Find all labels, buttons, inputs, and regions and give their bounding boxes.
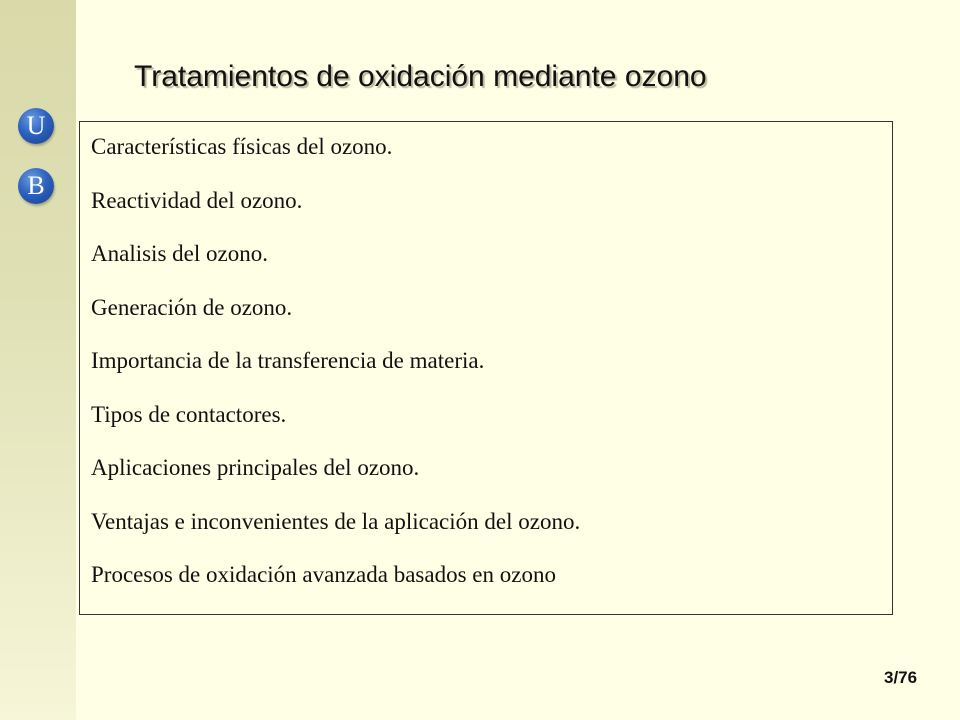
topic-item: Características físicas del ozono.: [91, 134, 393, 159]
topic-item: Importancia de la transferencia de materia.: [91, 348, 485, 373]
topic-item: Analisis del ozono.: [91, 241, 268, 266]
logo-b-circle: B: [18, 168, 54, 204]
slide-title: Tratamientos de oxidación mediante ozono: [134, 60, 707, 93]
topic-item: Aplicaciones principales del ozono.: [91, 455, 420, 480]
topic-item: Reactividad del ozono.: [91, 187, 303, 213]
topic-item: Generación de ozono.: [91, 294, 293, 320]
topic-item: Tipos de contactores.: [91, 401, 287, 427]
sidebar-band: [0, 0, 76, 720]
topic-item: Procesos de oxidación avanzada basados en ozono: [91, 562, 556, 587]
page-number: 3/76: [884, 668, 918, 687]
topics-box: [79, 121, 893, 615]
topic-list: [91, 132, 892, 614]
logo-u-circle: U: [18, 108, 54, 144]
topic-item: Ventajas e inconvenientes de la aplicación del ozono.: [91, 508, 581, 534]
